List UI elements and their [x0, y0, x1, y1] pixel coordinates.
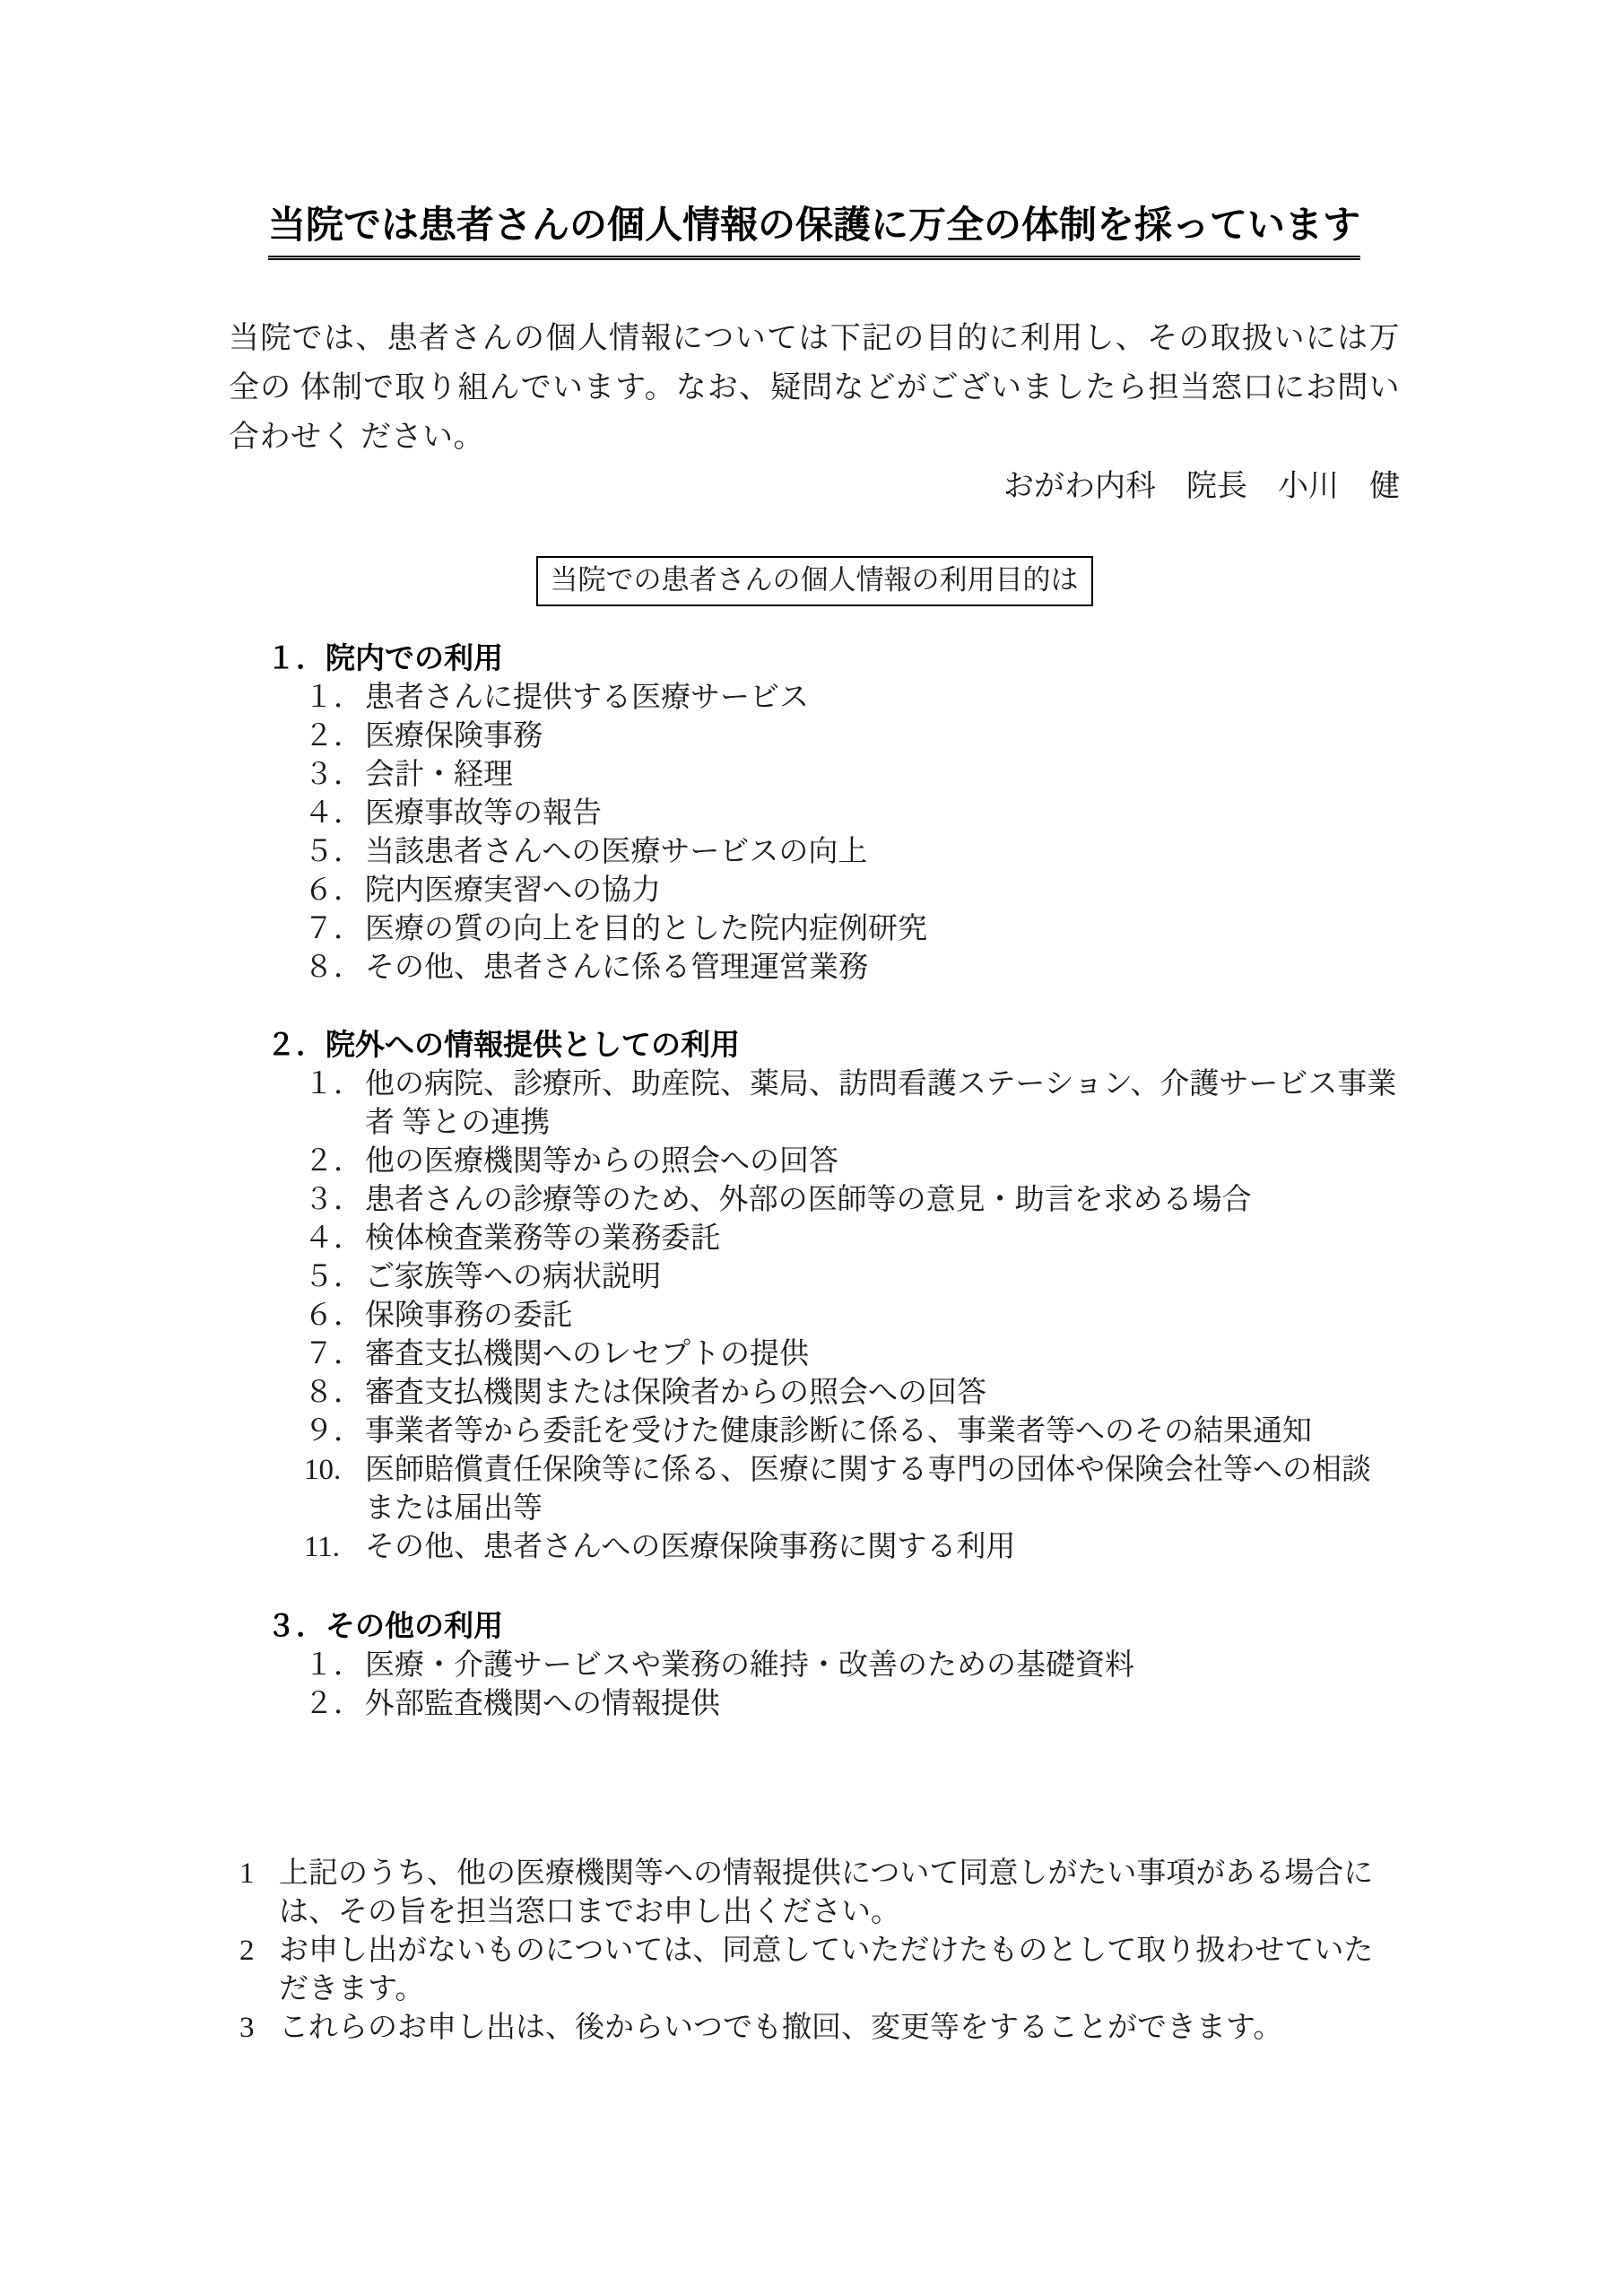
note-text: お申し出がないものについては、同意していただけたものとして取り扱わせていただきます。: [279, 1934, 1374, 2005]
item-text: 患者さんの診療等のため、外部の医師等の意見・助言を求める場合: [365, 1183, 1252, 1216]
section-3-list: [229, 1647, 1400, 1724]
item-number: ５．: [304, 835, 363, 868]
note-text: これらのお申し出は、後からいつでも撤回、変更等をすることができます。: [279, 2011, 1283, 2044]
note-number: 3: [239, 2011, 255, 2044]
item-number: ２．: [304, 1687, 363, 1720]
item-number: ６．: [304, 1299, 363, 1332]
item-text: 当該患者さんへの医療サービスの向上: [365, 835, 868, 868]
item-text: 他の病院、診療所、助産院、薬局、訪問看護ステーション、介護サービス事業者 等との連携: [365, 1067, 1397, 1139]
list-item: [229, 949, 1400, 987]
item-text: 医療の質の向上を目的とした院内症例研究: [365, 912, 927, 945]
clinic-signature: おがわ内科 院長 小川 健: [1003, 469, 1400, 503]
note-number: 1: [239, 1857, 255, 1890]
section-2-heading: ２．院外への情報提供としての利用: [266, 1029, 740, 1062]
item-text: 事業者等から委託を受けた健康診断に係る、事業者等へのその結果通知: [365, 1414, 1312, 1448]
item-number: 10.: [304, 1453, 342, 1486]
item-number: １．: [304, 1648, 363, 1682]
list-item: [229, 910, 1400, 949]
item-text: 患者さんに提供する医療サービス: [365, 681, 809, 714]
list-item: [229, 1374, 1400, 1413]
section-1-heading: １．院内での利用: [266, 642, 503, 675]
section-other-use: [229, 1608, 1400, 1724]
list-item: [229, 1528, 1400, 1567]
item-text: 会計・経理: [365, 758, 513, 791]
list-item: [229, 795, 1400, 833]
list-item: [229, 833, 1400, 872]
item-text: 外部監査機関への情報提供: [365, 1687, 720, 1720]
note-number: 2: [239, 1934, 255, 1967]
item-number: ３．: [304, 758, 363, 791]
note-item: [229, 1932, 1400, 2009]
list-item: [229, 1335, 1400, 1374]
item-number: ４．: [304, 1222, 363, 1255]
purpose-box-heading: 当院での患者さんの個人情報の利用目的は: [536, 556, 1093, 606]
list-item: [229, 872, 1400, 910]
item-text: 医療・介護サービスや業務の維持・改善のための基礎資料: [365, 1648, 1134, 1682]
item-number: ５．: [304, 1260, 363, 1293]
item-text: 院内医療実習への協力: [365, 874, 661, 907]
item-number: ２．: [304, 719, 363, 752]
item-number: 11.: [304, 1530, 341, 1563]
list-item: [229, 718, 1400, 756]
note-item: [229, 2009, 1400, 2048]
section-3-heading: ３．その他の利用: [266, 1610, 503, 1643]
note-item: [229, 1855, 1400, 1932]
list-item: [229, 1413, 1400, 1451]
item-number: ３．: [304, 1183, 363, 1216]
item-text: 医療事故等の報告: [365, 796, 602, 830]
item-text: その他、患者さんに係る管理運営業務: [365, 951, 868, 984]
list-item: [229, 1685, 1400, 1724]
item-number: ８．: [304, 951, 363, 984]
item-number: ８．: [304, 1376, 363, 1409]
item-text: 保険事務の委託: [365, 1299, 572, 1332]
list-item: [229, 1143, 1400, 1181]
section-in-hospital-use: [229, 640, 1400, 987]
item-number: ７．: [304, 912, 363, 945]
item-text: 医師賠償責任保険等に係る、医療に関する専門の団体や保険会社等への相談または届出等: [365, 1453, 1371, 1525]
item-text: 検体検査業務等の業務委託: [365, 1222, 720, 1255]
page-title-text: 当院では患者さんの個人情報の保護に万全の体制を採っています: [268, 202, 1360, 260]
item-number: １．: [304, 1067, 363, 1100]
list-item: [229, 1258, 1400, 1297]
section-external-provision: [229, 1027, 1400, 1567]
note-text: 上記のうち、他の医療機関等への情報提供について同意しがたい事項がある場合には、その旨を担当窓口までお申し出ください。: [279, 1857, 1374, 1928]
item-text: 他の医療機関等からの照会への回答: [365, 1144, 838, 1178]
item-number: ４．: [304, 796, 363, 830]
section-1-list: [229, 679, 1400, 987]
list-item: [229, 1451, 1400, 1528]
intro-paragraph: 当院では、患者さんの個人情報については下記の目的に利用し、その取扱いには万全の 体制で取り組んでいます。なお、疑問などがございましたら担当窓口にお問い合わせく ださい。: [229, 321, 1400, 454]
item-number: １．: [304, 681, 363, 714]
item-text: 医療保険事務: [365, 719, 543, 752]
section-2-list: [229, 1065, 1400, 1567]
list-item: [229, 1220, 1400, 1258]
list-item: [229, 756, 1400, 795]
page-title: [229, 202, 1400, 260]
item-number: ２．: [304, 1144, 363, 1178]
list-item: [229, 1297, 1400, 1335]
item-text: 審査支払機関へのレセプトの提供: [365, 1337, 809, 1370]
item-text: 審査支払機関または保険者からの照会への回答: [365, 1376, 986, 1409]
list-item: [229, 1181, 1400, 1220]
list-item: [229, 679, 1400, 718]
item-text: ご家族等への病状説明: [365, 1260, 661, 1293]
list-item: [229, 1065, 1400, 1143]
footer-notes: [229, 1855, 1400, 2048]
item-number: ９．: [304, 1414, 363, 1448]
item-text: その他、患者さんへの医療保険事務に関する利用: [365, 1530, 1016, 1563]
item-number: ７．: [304, 1337, 363, 1370]
list-item: [229, 1647, 1400, 1685]
purpose-heading-container: [229, 556, 1400, 606]
item-number: ６．: [304, 874, 363, 907]
